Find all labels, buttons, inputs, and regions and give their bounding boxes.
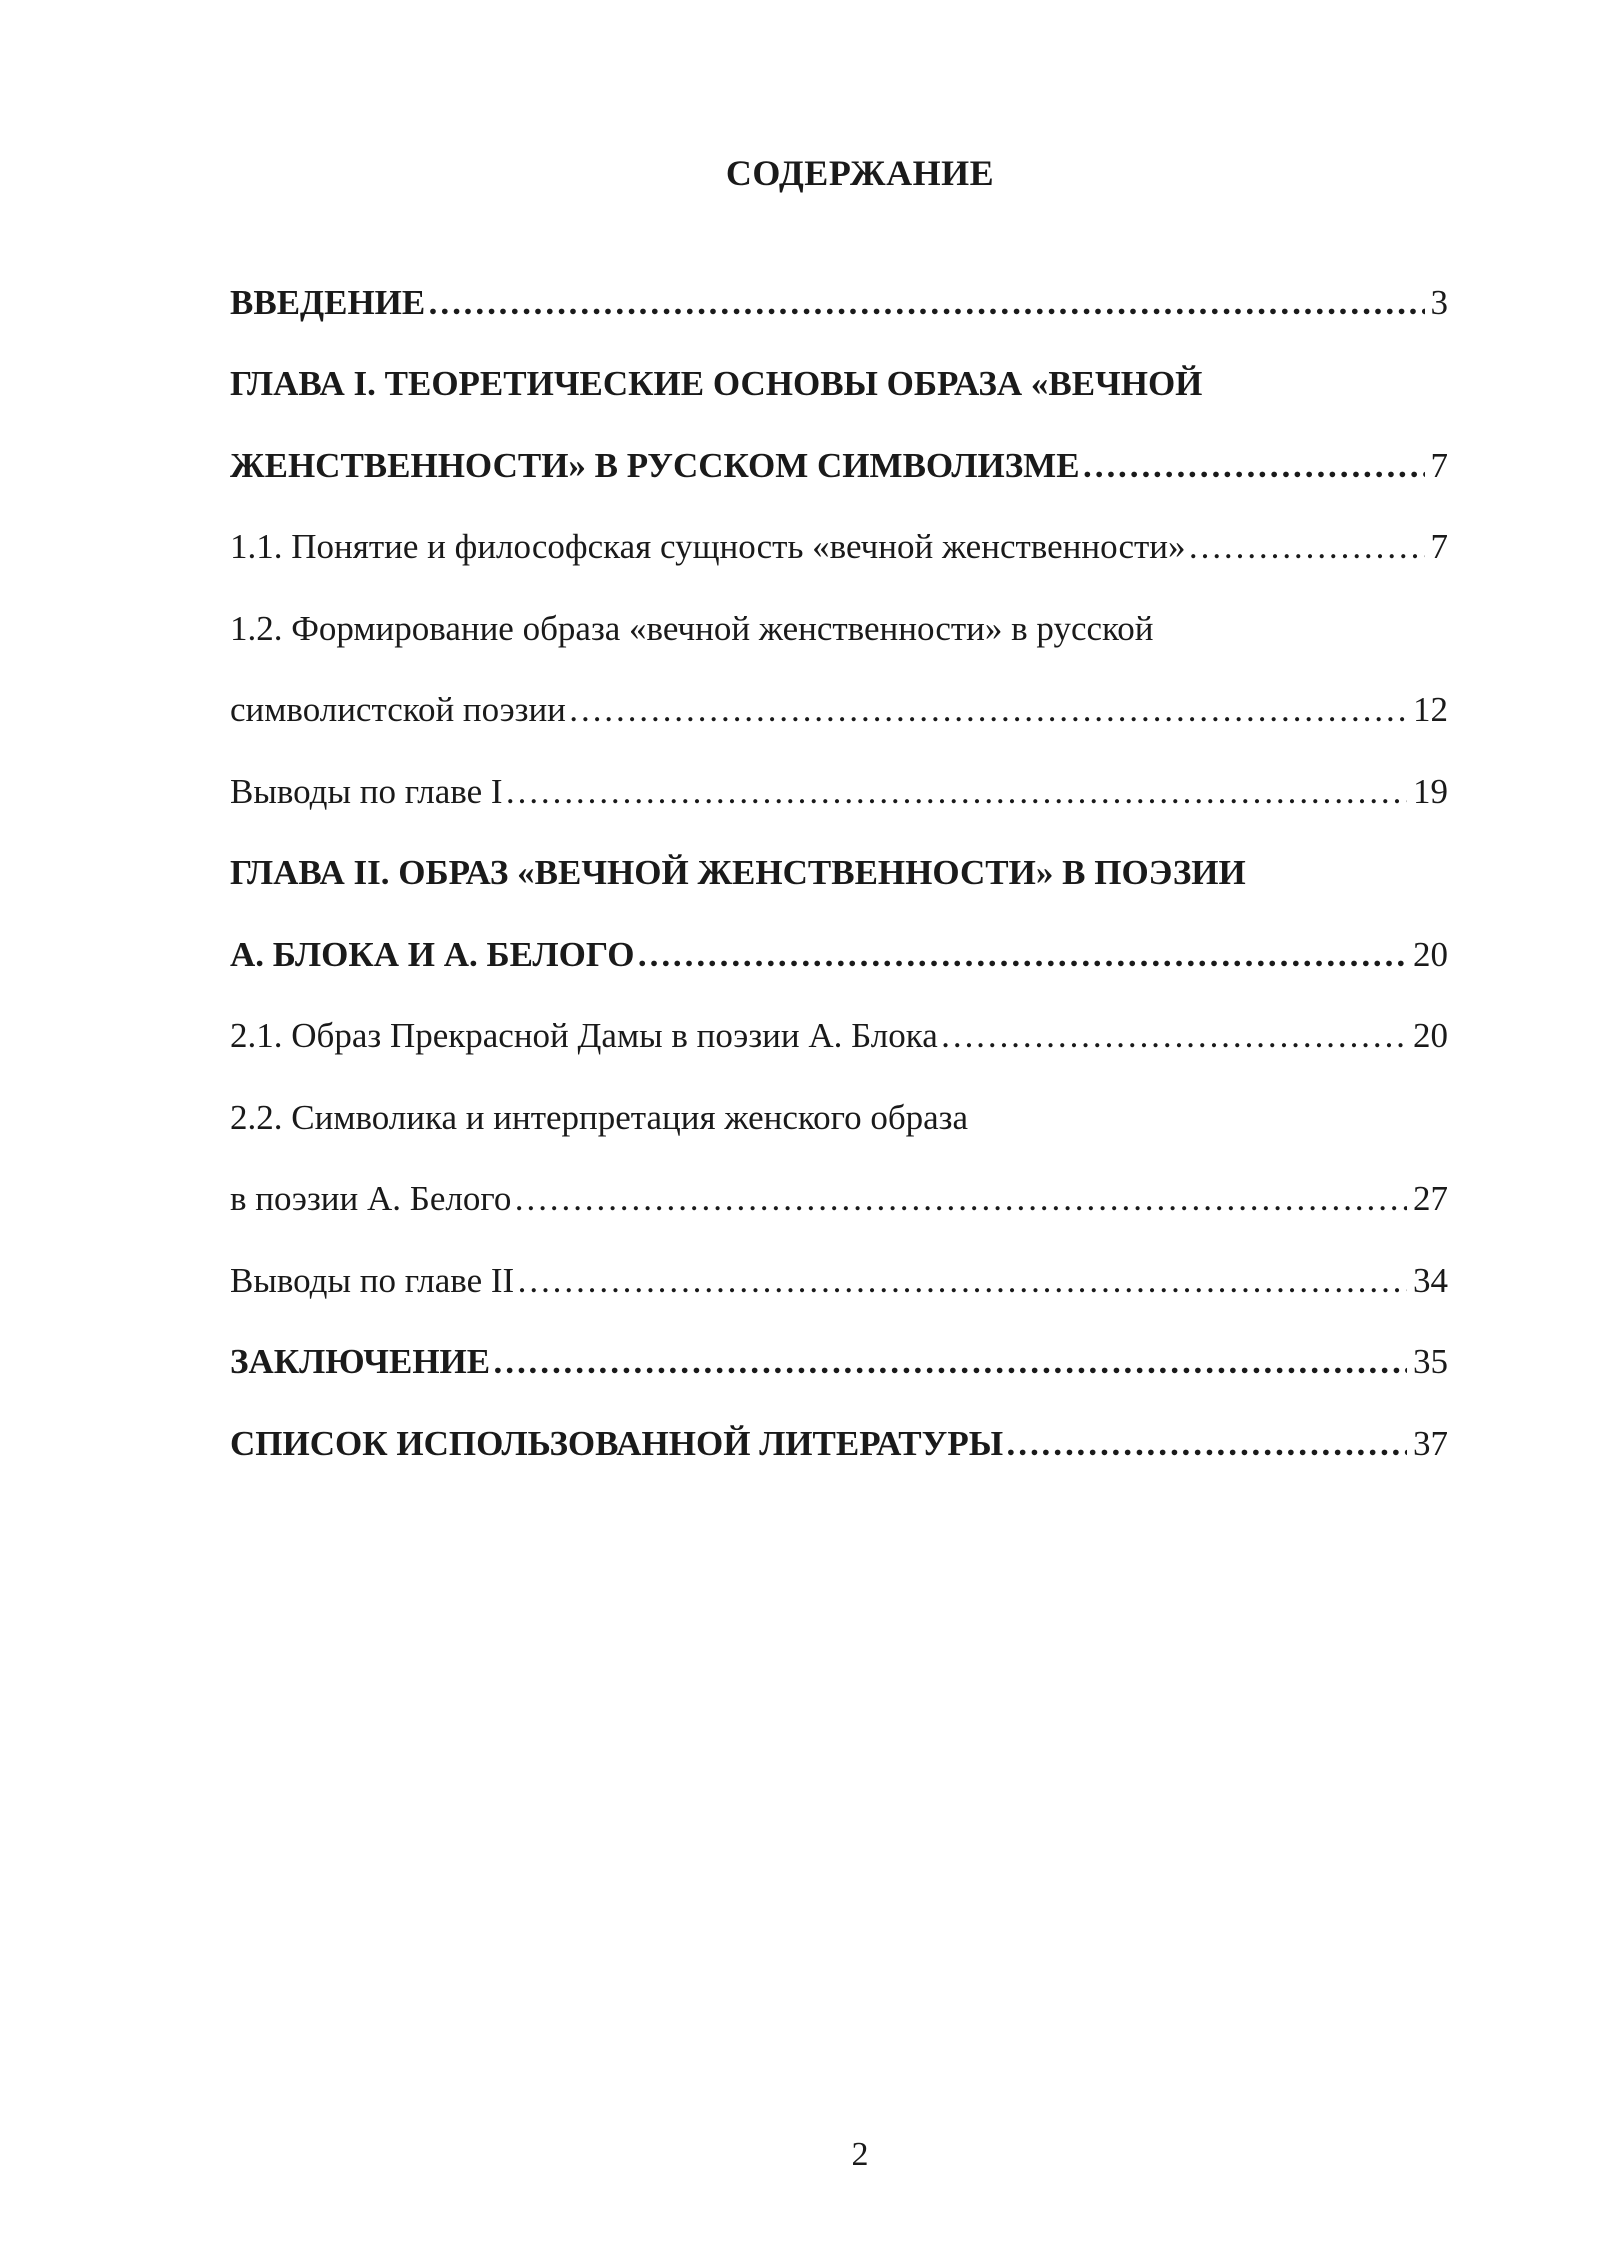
toc-entry-text: символистской поэзии xyxy=(230,690,566,730)
toc-entry-page: 34 xyxy=(1413,1260,1448,1300)
toc-entry-conclusions-2 xyxy=(230,1240,1448,1322)
toc-entry-chapter-2-line-1 xyxy=(230,833,1448,915)
toc-entry-text: ЖЕНСТВЕННОСТИ» В РУССКОМ СИМВОЛИЗМЕ xyxy=(230,445,1080,485)
toc-entry-text: А. БЛОКА И А. БЕЛОГО xyxy=(230,934,635,974)
toc-entry-page: 12 xyxy=(1413,690,1448,730)
toc-entry-section-1-2-line-2 xyxy=(230,670,1448,752)
toc-entry-page: 20 xyxy=(1413,934,1448,974)
toc-title: СОДЕРЖАНИЕ xyxy=(725,153,995,193)
toc-entry-text: 1.1. Понятие и философская сущность «вечной женственности» xyxy=(230,527,1186,567)
toc-entry-section-1-2-line-1 xyxy=(230,588,1448,670)
toc-entry-text: СПИСОК ИСПОЛЬЗОВАННОЙ ЛИТЕРАТУРЫ xyxy=(230,1423,1004,1463)
toc-entry-page: 3 xyxy=(1430,282,1448,322)
toc-entry-chapter-1-line-2 xyxy=(230,425,1448,507)
toc-entry-page: 7 xyxy=(1430,445,1448,485)
toc-leader-dots xyxy=(636,935,1407,975)
page-number: 2 xyxy=(851,2136,869,2173)
toc-entry-text: ВВЕДЕНИЕ xyxy=(230,282,426,322)
toc-entry-conclusion xyxy=(230,1322,1448,1404)
toc-leader-dots xyxy=(513,1179,1407,1219)
toc-leader-dots xyxy=(492,1342,1407,1382)
toc-leader-dots xyxy=(1005,1424,1407,1464)
toc-entry-page: 27 xyxy=(1413,1179,1448,1219)
toc-entry-text: ГЛАВА II. ОБРАЗ «ВЕЧНОЙ ЖЕНСТВЕННОСТИ» В ПОЭЗИИ xyxy=(230,853,1246,893)
toc-entry-section-1-1 xyxy=(230,507,1448,589)
toc-entry-section-2-1 xyxy=(230,996,1448,1078)
toc-entry-text: ЗАКЛЮЧЕНИЕ xyxy=(230,1342,491,1382)
toc-entry-page: 35 xyxy=(1413,1342,1448,1382)
toc-entry-bibliography xyxy=(230,1403,1448,1485)
toc-entry-page: 20 xyxy=(1413,1016,1448,1056)
toc-leader-dots xyxy=(427,283,1424,323)
toc-entry-page: 7 xyxy=(1430,527,1448,567)
toc-entry-page: 37 xyxy=(1413,1423,1448,1463)
toc-entry-text: ГЛАВА I. ТЕОРЕТИЧЕСКИЕ ОСНОВЫ ОБРАЗА «ВЕЧНОЙ xyxy=(230,364,1203,404)
toc-entry-page: 19 xyxy=(1413,771,1448,811)
toc-entry-section-2-2-line-2 xyxy=(230,1159,1448,1241)
toc-leader-dots xyxy=(940,1016,1407,1056)
toc-entry-text: Выводы по главе I xyxy=(230,771,503,811)
toc-entry-text: 2.2. Символика и интерпретация женского образа xyxy=(230,1097,969,1137)
toc-leader-dots xyxy=(568,690,1407,730)
toc-leader-dots xyxy=(516,1261,1407,1301)
toc-entry-chapter-1-line-1 xyxy=(230,344,1448,426)
toc-entry-text: 1.2. Формирование образа «вечной женственности» в русской xyxy=(230,608,1154,648)
toc-leader-dots xyxy=(505,772,1407,812)
toc-entry-introduction xyxy=(230,262,1448,344)
toc-entry-section-2-2-line-1 xyxy=(230,1077,1448,1159)
toc-entry-conclusions-1 xyxy=(230,751,1448,833)
table-of-contents xyxy=(230,262,1448,1485)
toc-entry-text: Выводы по главе II xyxy=(230,1260,515,1300)
toc-entry-chapter-2-line-2 xyxy=(230,914,1448,996)
toc-leader-dots xyxy=(1082,446,1425,486)
toc-entry-text: 2.1. Образ Прекрасной Дамы в поэзии А. Блока xyxy=(230,1016,938,1056)
toc-entry-text: в поэзии А. Белого xyxy=(230,1179,512,1219)
toc-leader-dots xyxy=(1188,527,1425,567)
